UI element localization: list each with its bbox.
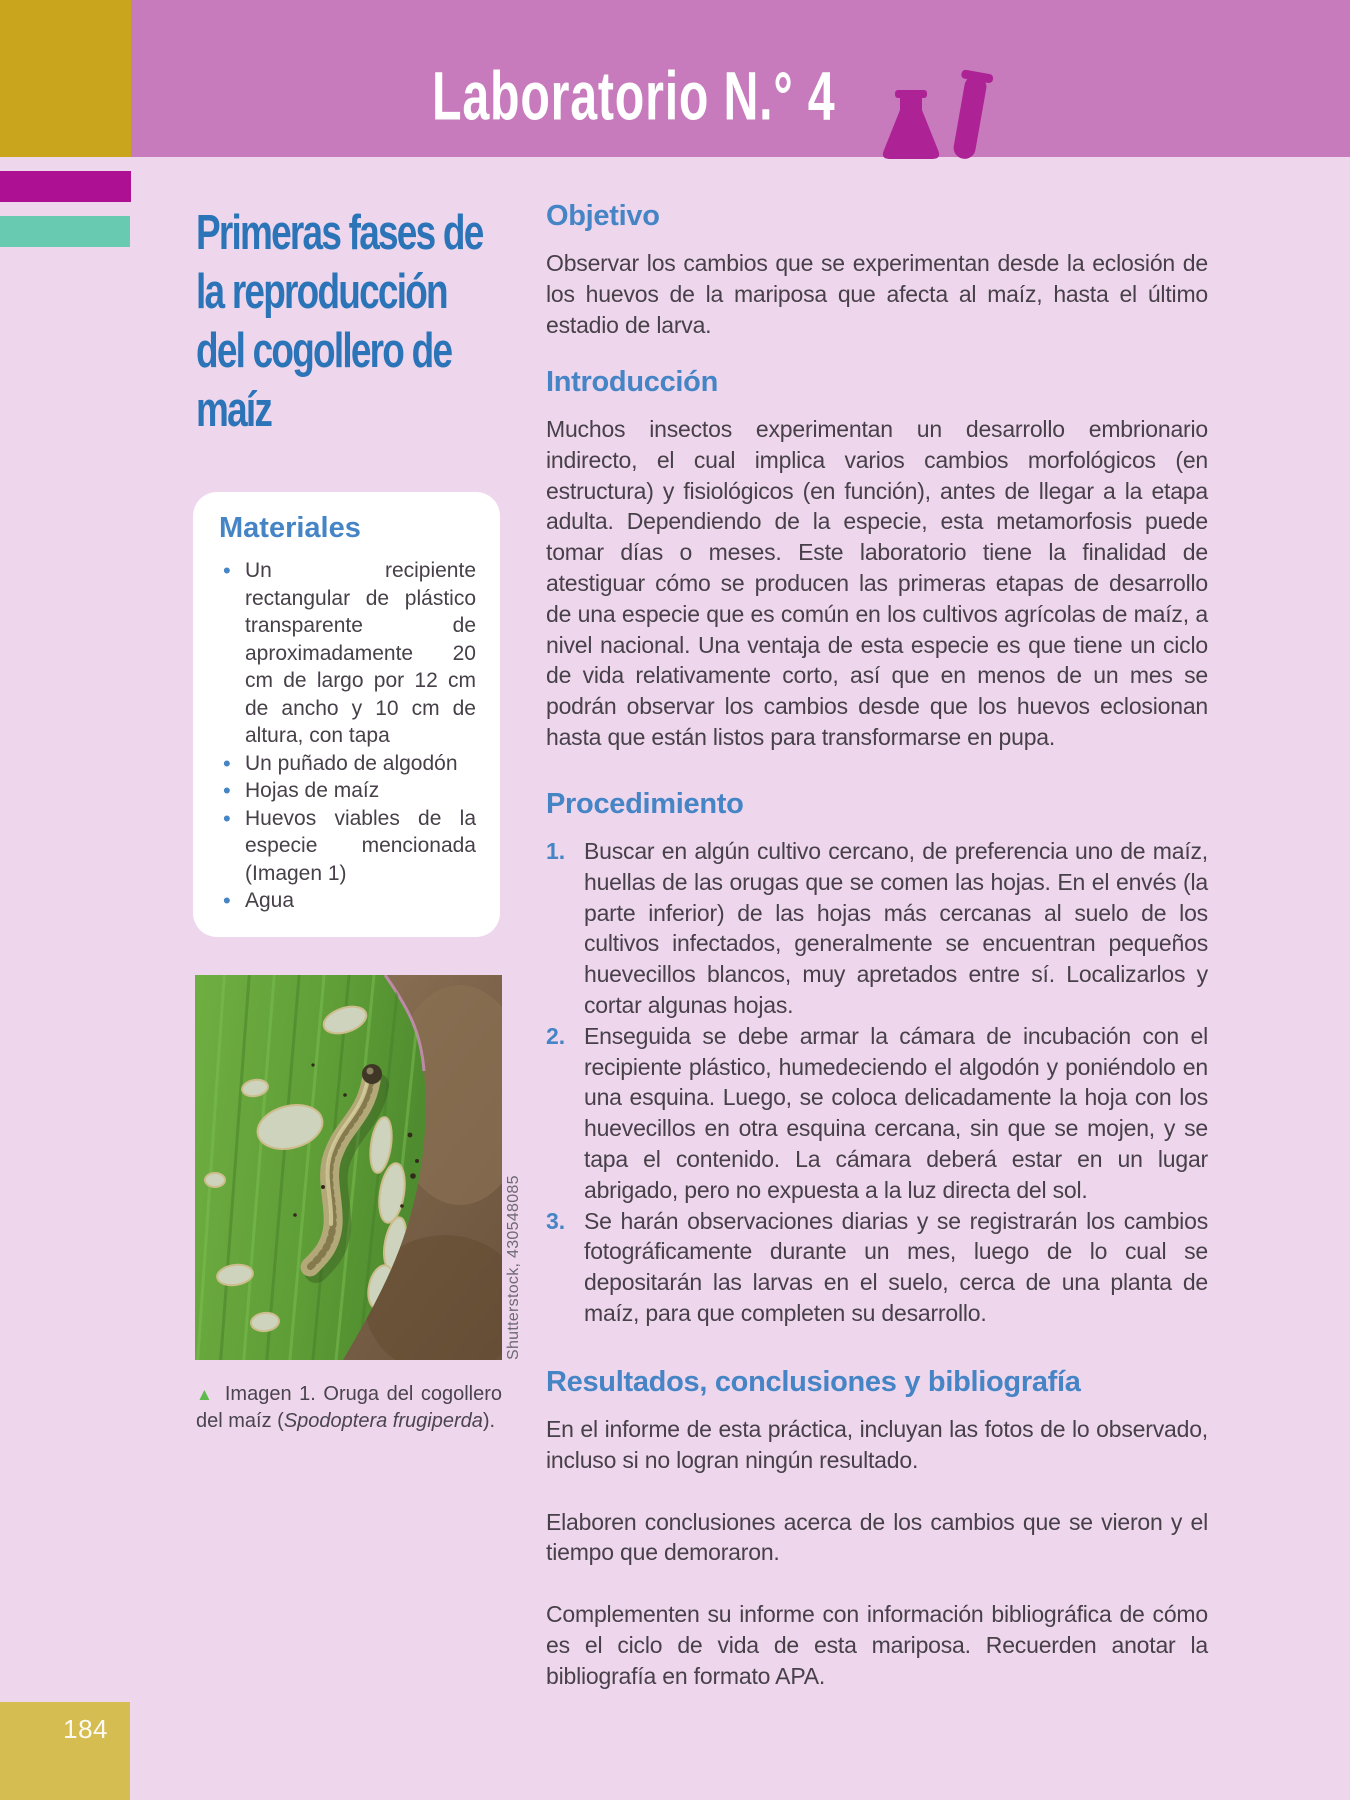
page-title-line: Primeras fases de xyxy=(196,204,483,260)
lab-header-title: Laboratorio N.° 4 xyxy=(432,59,836,135)
section-resultados xyxy=(546,1366,1208,1723)
page-number: 184 xyxy=(63,1714,108,1744)
caption-text-suffix: ). xyxy=(482,1410,496,1432)
list-item: • Agua xyxy=(219,887,476,915)
sidebar-magenta-bar xyxy=(0,171,131,202)
step-text: Buscar en algún cultivo cercano, de preferencia uno de maíz, huellas de las orugas que se comen las hojas. En el envés (la parte inferior) de las hojas más cercanas al suelo de los cultivos infectados, generalmente se encuentran pequeños huevecillos blancos, muy apretados entre sí. Localizarlos y cortar algunas hojas. xyxy=(584,838,1208,1018)
section-paragraph: En el informe de esta práctica, incluyan las fotos de lo observado, incluso si no logran ningún resultado. xyxy=(546,1416,1208,1473)
figure-caption xyxy=(196,1381,502,1434)
materials-heading: Materiales xyxy=(219,512,361,544)
sidebar-teal-bar xyxy=(0,216,130,247)
procedure-steps xyxy=(546,836,1208,1329)
section-procedimiento xyxy=(546,788,1208,1329)
list-item xyxy=(546,836,1208,1021)
corner-gold-block xyxy=(0,0,131,157)
section-objetivo xyxy=(546,200,1208,340)
section-heading: Resultados, conclusiones y bibliografía xyxy=(546,1366,1081,1398)
caterpillar-photo xyxy=(195,975,502,1360)
photo-credit: Shutterstock, 430548085 xyxy=(505,1175,522,1360)
list-item: • Un recipiente rectangular de plástico transparente de aproximadamente 20 cm de largo por 12 cm de ancho y 10 cm de altura, con tapa xyxy=(219,557,476,750)
step-text: Enseguida se debe armar la cámara de incubación con el recipiente plástico, humedeciendo el algodón y poniéndolo en una esquina. Luego, se coloca delicadamente la hoja con los huevecillos en otra esquina cercana, sin que se mojen, y se tapa el contenido. La cámara deberá estar en un lugar abrigado, pero no expuesta a la luz directa del sol. xyxy=(584,1022,1208,1203)
page-number-block xyxy=(0,1702,130,1800)
section-heading: Introducción xyxy=(546,366,719,398)
page-title-line: maíz xyxy=(196,381,272,437)
list-item xyxy=(546,1021,1208,1206)
list-item: • Huevos viables de la especie mencionada (Imagen 1) xyxy=(219,805,476,888)
section-heading: Procedimiento xyxy=(546,788,744,820)
materials-list xyxy=(219,557,476,915)
section-paragraph: Complementen su informe con información bibliográfica de cómo es el ciclo de vida de esta mariposa. Recuerden anotar la bibliografía en formato APA. xyxy=(546,1601,1208,1689)
section-heading: Objetivo xyxy=(546,200,660,232)
caption-triangle-icon: ▲ xyxy=(196,1385,215,1404)
caption-text: Imagen 1. Oruga del cogollero del maíz ( xyxy=(196,1383,502,1432)
list-item xyxy=(546,1206,1208,1329)
page-title-line: la reproducción xyxy=(196,263,447,319)
step-number: 2. xyxy=(546,1022,566,1049)
section-paragraph: Observar los cambios que se experimentan desde la eclosión de los huevos de la mariposa que afecta al maíz, hasta el último estadio de larva. xyxy=(546,250,1208,338)
step-number: 1. xyxy=(546,838,566,864)
section-paragraph: Muchos insectos experimentan un desarrollo embrionario indirecto, el cual implica varios cambios morfológicos (en estructura) y fisiológicos (en función), antes de llegar a la etapa adulta. Dependiendo de la especie, esta metamorfosis puede tomar días o meses. Este laboratorio tiene la finalidad de atestiguar cómo se producen las primeras etapas de desarrollo de una especie que es común en los cultivos agrícolas de maíz, a nivel nacional. Una ventaja de esta especie es que tiene un ciclo de vida relativamente corto, así que en menos de un mes se podrán observar los cambios desde que los huevos eclosionan hasta que están listos para transformarse en pupa. xyxy=(546,416,1208,750)
page-title-line: del cogollero de xyxy=(196,322,452,378)
section-introduccion xyxy=(546,366,1208,753)
list-item: • Hojas de maíz xyxy=(219,777,476,805)
caption-species-italic: Spodoptera frugiperda xyxy=(283,1410,483,1432)
step-number: 3. xyxy=(546,1207,566,1234)
main-column xyxy=(546,0,1208,1800)
page-title xyxy=(196,203,486,439)
step-text: Se harán observaciones diarias y se registrarán los cambios fotográficamente durante un mes, luego de lo cual se depositarán las larvas en el suelo, cerca de una planta de maíz, para que completen su desarrollo. xyxy=(584,1207,1208,1326)
section-paragraph: Elaboren conclusiones acerca de los cambios que se vieron y el tiempo que demoraron. xyxy=(546,1508,1208,1566)
list-item: • Un puñado de algodón xyxy=(219,750,476,778)
materials-box xyxy=(193,492,500,937)
